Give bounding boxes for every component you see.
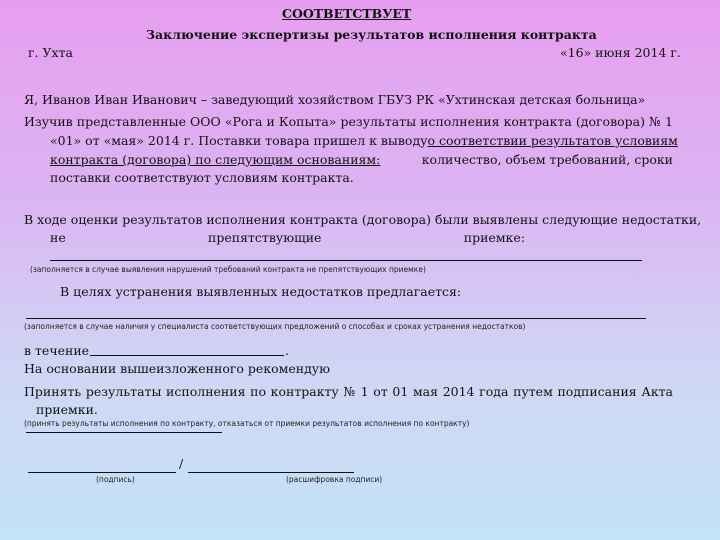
signature-decode-label: (расшифровка подписи): [286, 475, 383, 484]
acceptance-line-end: приемки.: [36, 402, 98, 417]
document-title: Заключение экспертизы результатов исполнения контракта: [146, 27, 597, 42]
defects-line: В ходе оценки результатов исполнения контракта (договора) были выявлены следующие недостатки,: [24, 212, 702, 227]
city: г. Ухта: [28, 45, 73, 60]
period-dot: .: [285, 343, 289, 358]
elimination-line: В целях устранения выявленных недостатков предлагается:: [60, 284, 462, 299]
status-heading: СООТВЕТСТВУЕТ: [282, 6, 412, 21]
recommendation-line: На основании вышеизложенного рекомендую: [24, 361, 331, 376]
conclusion-note: (принять результаты исполнения по контракту, отказаться от приемки результатов исполнения по контракту): [24, 419, 470, 428]
signature-label: (подпись): [96, 475, 135, 484]
defects-word-acceptance: приемке:: [463, 230, 525, 245]
elimination-fill-line: [26, 318, 646, 319]
defects-word-ne: не: [50, 230, 66, 245]
acceptance-line: Принять результаты исполнения по контракту № 1 от 01 мая 2014 года путем подписания Акта: [24, 384, 673, 399]
document-date: «16» июня 2014 г.: [560, 45, 681, 60]
elimination-note: (заполняется в случае наличия у специалиста соответствующих предложений о способах и сроках устранения недостатков): [24, 322, 526, 331]
review-line-2: [50, 133, 678, 148]
signature-line: [28, 472, 176, 473]
review-line-2-plain: «01» от «мая» 2014 г. Поставки товара пришел к выводу: [50, 133, 428, 148]
review-line-2-underlined: о соответствии результатов условиям: [427, 133, 678, 148]
defects-continuation: [50, 230, 525, 245]
defects-fill-line: [50, 260, 642, 261]
conclusion-fill-line: [26, 432, 222, 433]
review-line-3-plain: количество, объем требований, сроки: [421, 152, 673, 167]
review-line-3: [50, 152, 673, 167]
defects-note: (заполняется в случае выявления нарушений требований контракта не препятствующих приемке): [30, 265, 426, 274]
review-line-3-underlined: контракта (договора) по следующим основаниям:: [50, 152, 381, 167]
defects-word-preventing: препятствующие: [208, 230, 322, 245]
signature-slash: /: [179, 456, 184, 471]
review-line-1: Изучив представленные ООО «Рога и Копыта» результаты исполнения контракта (договора) № 1: [24, 114, 673, 129]
inspector-line: Я, Иванов Иван Иванович – заведующий хозяйством ГБУЗ РК «Ухтинская детская больница»: [24, 92, 646, 107]
period-fill-line: [90, 355, 284, 356]
review-line-4: поставки соответствуют условиям контракта.: [50, 170, 354, 185]
signature-decode-line: [188, 472, 354, 473]
period-label: в течение: [24, 343, 90, 358]
